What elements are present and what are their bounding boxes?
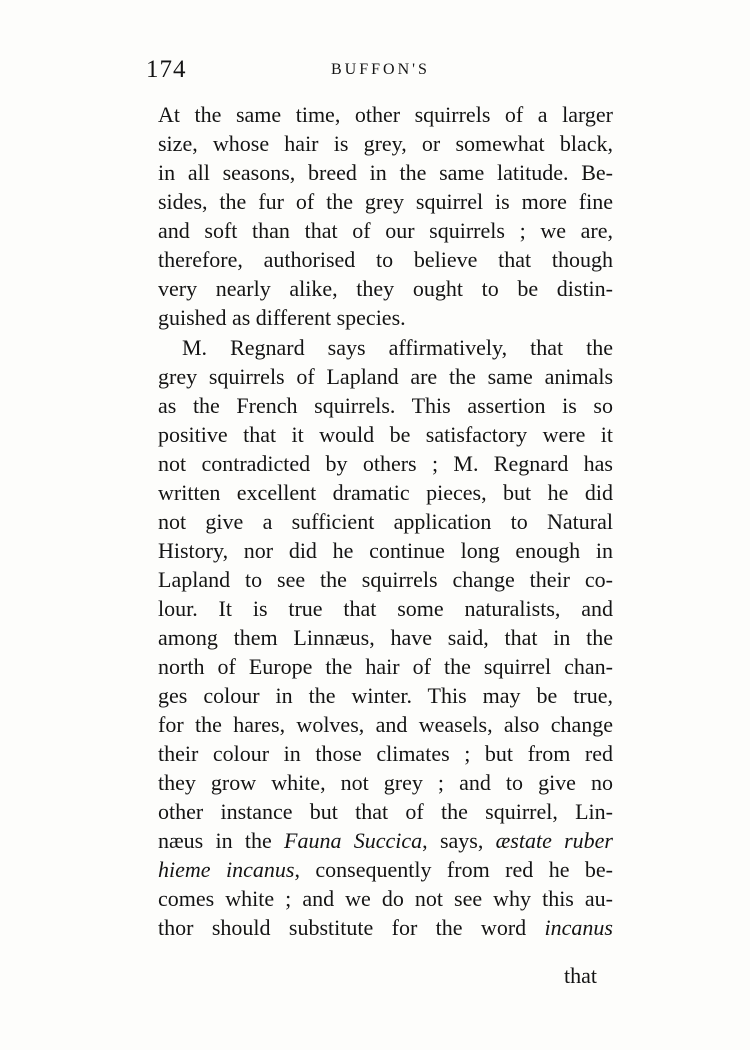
text-line: their colour in those climates ; but from red bbox=[158, 741, 613, 766]
text-line: guished as different species. bbox=[158, 305, 406, 330]
text-line: positive that it would be satisfactory were it bbox=[158, 422, 613, 447]
text-line: very nearly alike, they ought to be distin- bbox=[158, 276, 613, 301]
text-line: among them Linnæus, have said, that in the bbox=[158, 625, 613, 650]
text-run: næus in the bbox=[158, 828, 285, 853]
text-line: as the French squirrels. This assertion is so bbox=[158, 393, 613, 418]
text-line: not give a sufficient application to Natural bbox=[158, 509, 613, 534]
text-line: other instance but that of the squirrel, Lin- bbox=[158, 799, 613, 824]
text-line: and soft than that of our squirrels ; we are, bbox=[158, 218, 613, 243]
text-line-italic bbox=[158, 855, 613, 884]
page-header bbox=[146, 50, 616, 90]
page-number: 174 bbox=[146, 56, 187, 83]
text-line: Lapland to see the squirrels change their co- bbox=[158, 567, 613, 592]
text-line: size, whose hair is grey, or somewhat black, bbox=[158, 131, 613, 156]
text-line-italic bbox=[158, 826, 613, 855]
text-line: sides, the fur of the grey squirrel is more fine bbox=[158, 189, 613, 214]
text-line: History, nor did he continue long enough in bbox=[158, 538, 613, 563]
text-run: thor should substitute for the word bbox=[158, 915, 545, 940]
text-line: therefore, authorised to believe that though bbox=[158, 247, 613, 272]
italic-word: incanus bbox=[544, 915, 613, 940]
text-line-italic bbox=[158, 913, 613, 942]
text-line: they grow white, not grey ; and to give no bbox=[158, 770, 613, 795]
running-head: BUFFON'S bbox=[331, 61, 430, 78]
text-line: comes white ; and we do not see why this au- bbox=[158, 886, 613, 911]
italic-quote: hieme incanus bbox=[158, 857, 295, 882]
text-line: ges colour in the winter. This may be true, bbox=[158, 683, 613, 708]
text-line: for the hares, wolves, and weasels, also change bbox=[158, 712, 613, 737]
text-run: , says, bbox=[422, 828, 496, 853]
text-run: , consequently from red he be- bbox=[294, 857, 614, 882]
catchword: that bbox=[564, 963, 597, 988]
text-line: M. Regnard says affirmatively, that the bbox=[182, 335, 613, 360]
text-line: At the same time, other squirrels of a larger bbox=[158, 102, 613, 127]
text-line: written excellent dramatic pieces, but he did bbox=[158, 480, 613, 505]
text-line: lour. It is true that some naturalists, and bbox=[158, 596, 613, 621]
italic-title: Fauna Succica bbox=[284, 828, 423, 853]
italic-quote: æstate ruber bbox=[495, 828, 613, 853]
text-line: grey squirrels of Lapland are the same animals bbox=[158, 364, 613, 389]
text-line: in all seasons, breed in the same latitude. Be- bbox=[158, 160, 613, 185]
text-line: north of Europe the hair of the squirrel chan- bbox=[158, 654, 613, 679]
text-line: not contradicted by others ; M. Regnard has bbox=[158, 451, 613, 476]
